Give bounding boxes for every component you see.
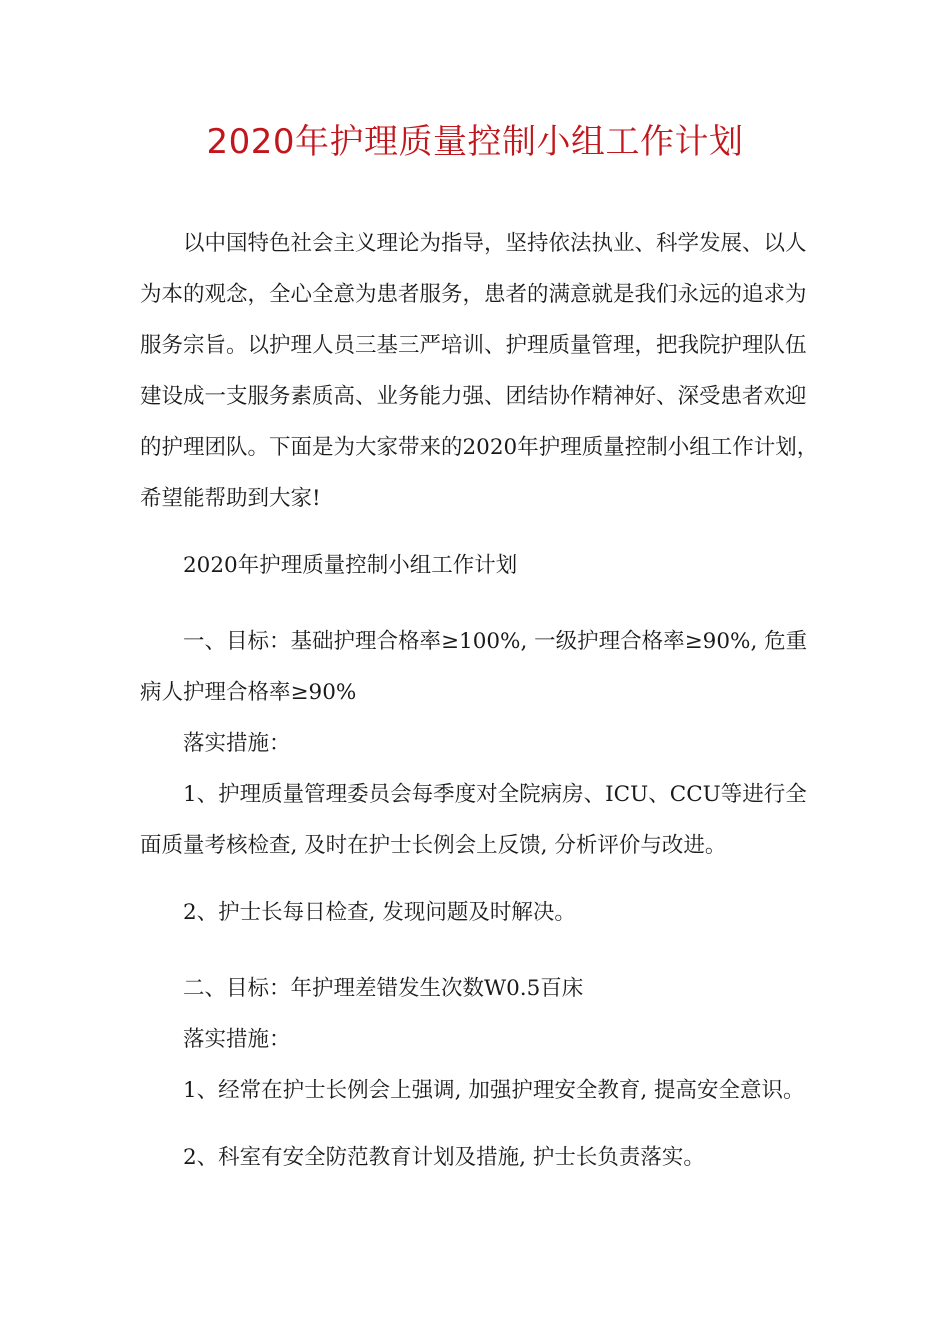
subtitle-paragraph: 2020年护理质量控制小组工作计划 [183, 553, 518, 578]
section1-item-1: 1、护理质量管理委员会每季度对全院病房、ICU、CCU等进行全面质量考核检查, 及时在护士长例会上反馈, 分析评价与改进。 [140, 782, 807, 858]
spacer [140, 938, 820, 963]
intro-paragraph: 以中国特色社会主义理论为指导，坚持依法执业、科学发展、以人为本的观念，全心全意为患者服务，患者的满意就是我们永远的追求为服务宗旨。以护理人员三基三严培训、护理质量管理，把我院护理队伍建设成一支服务素质高、业务能力强、团结协作精神好、深受患者欢迎的护理团队。下面是为大家带来的2020年护理质量控制小组工作计划，希望能帮助到大家! [140, 231, 819, 511]
section2-item-1: 1、经常在护士长例会上强调, 加强护理安全教育, 提高安全意识。 [183, 1078, 805, 1103]
section1-item-2: 2、护士长每日检查, 发现问题及时解决。 [183, 900, 576, 925]
section2-item-2: 2、科室有安全防范教育计划及措施, 护士长负责落实。 [183, 1145, 705, 1170]
document-title: 2020年护理质量控制小组工作计划 [206, 122, 744, 162]
section1-measures-label: 落实措施： [183, 731, 291, 756]
spacer [140, 871, 820, 887]
section2-measures-label: 落实措施： [183, 1027, 291, 1052]
spacer [140, 1116, 820, 1132]
spacer [140, 524, 820, 540]
document-body [140, 218, 820, 1183]
section1-goal: 一、目标：基础护理合格率≥100%, 一级护理合格率≥90%, 危重病人护理合格率≥90% [140, 629, 808, 705]
section2-goal: 二、目标：年护理差错发生次数W0.5百床 [183, 976, 584, 1001]
spacer [140, 591, 820, 616]
